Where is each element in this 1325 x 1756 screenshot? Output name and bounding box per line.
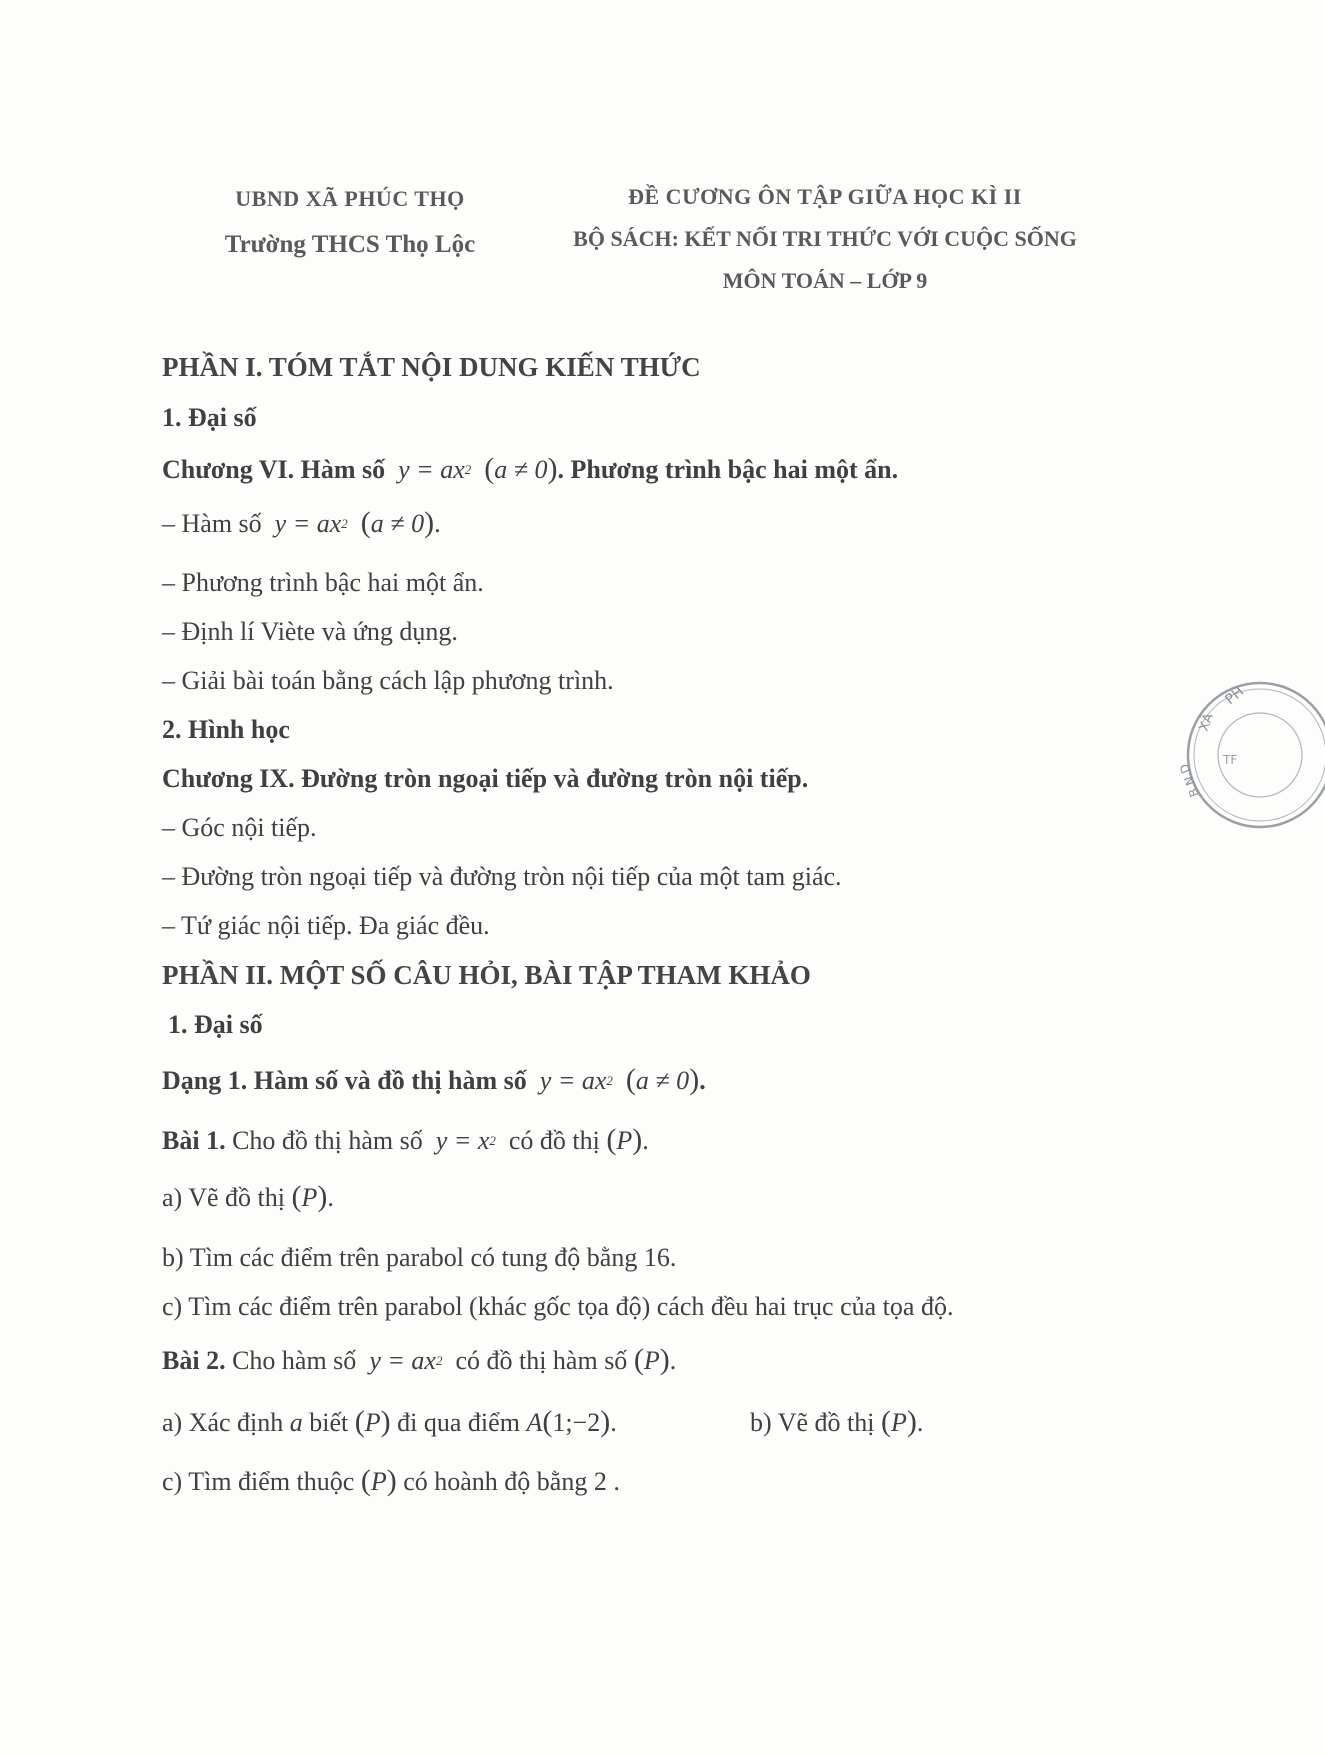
bai2-label: Bài 2.	[162, 1346, 226, 1375]
bai1-part-c: c) Tìm các điểm trên parabol (khác gốc tọa độ) cách đều hai trục của tọa độ.	[162, 1292, 954, 1321]
parabol-P: P	[643, 1346, 660, 1375]
formula-y-ax: y = ax	[274, 509, 342, 538]
bai1-statement: Bài 1. Cho đồ thị hàm số $y = x^2$ có đồ thị (P).	[162, 1123, 649, 1156]
point-A: A	[526, 1408, 543, 1437]
part2-title: PHẦN II. MỘT SỐ CÂU HỎI, BÀI TẬP THAM KHẢO	[162, 960, 811, 990]
parabol-P: P	[364, 1408, 381, 1437]
bai2-part-c-text-2: có hoành độ bằng 2 .	[403, 1467, 620, 1496]
formula-y-ax: y = ax	[369, 1346, 436, 1375]
parabol-P: P	[301, 1183, 318, 1212]
bai2-text-2: có đồ thị hàm số	[455, 1346, 628, 1375]
part1-title: PHẦN I. TÓM TẮT NỘI DUNG KIẾN THỨC	[162, 352, 701, 382]
formula-exponent: 2	[341, 516, 348, 531]
summary-item-viete: – Định lí Viète và ứng dụng.	[162, 617, 458, 646]
bai1-text-2: có đồ thị	[508, 1126, 600, 1155]
summary-item-cyclic-quadrilateral: – Tứ giác nội tiếp. Đa giác đều.	[162, 911, 490, 940]
dang1-prefix: Dạng 1. Hàm số và đồ thị hàm số	[162, 1066, 527, 1095]
bai1-part-a-text: a) Vẽ đồ thị	[162, 1183, 285, 1212]
bai2-part-c: c) Tìm điểm thuộc (P) có hoành độ bằng 2 .	[162, 1464, 620, 1497]
part1-geometry-heading: 2. Hình học	[162, 715, 290, 744]
chapter6-prefix: Chương VI. Hàm số	[162, 455, 386, 484]
formula-exponent: 2	[489, 1133, 496, 1148]
bai2-part-b-text: b) Vẽ đồ thị	[750, 1408, 875, 1437]
formula-y-x: y = x	[435, 1126, 490, 1155]
bai2-part-a-text-3: đi qua điểm	[397, 1408, 520, 1437]
condition-a-neq-0: a ≠ 0	[635, 1066, 690, 1095]
bai1-label: Bài 1.	[162, 1126, 226, 1155]
parabol-P: P	[890, 1408, 907, 1437]
formula-y-ax: y = ax	[539, 1066, 607, 1095]
summary-item-word-problems: – Giải bài toán bằng cách lập phương trình.	[162, 666, 614, 695]
chapter6-heading: Chương VI. Hàm số $y = ax^2$ (a ≠ 0). Phương trình bậc hai một ẩn.	[162, 452, 899, 485]
document-title: ĐỀ CƯƠNG ÔN TẬP GIỮA HỌC KÌ II	[628, 184, 1022, 209]
summary-item-circles-triangle: – Đường tròn ngoại tiếp và đường tròn nội tiếp của một tam giác.	[162, 862, 842, 891]
school-name: Trường THCS Thọ Lộc	[224, 231, 476, 258]
summary-item-function: – Hàm số $y = ax^2$ (a ≠ 0).	[162, 506, 441, 539]
formula-exponent: 2	[435, 1353, 443, 1368]
point-A-coords: 1;−2	[552, 1408, 601, 1437]
bai2-part-b: b) Vẽ đồ thị (P).	[750, 1405, 924, 1438]
stamp-text-left: B.N.D	[1177, 761, 1202, 799]
district-name: UBND XÃ PHÚC THỌ	[235, 186, 465, 211]
chapter6-suffix: . Phương trình bậc hai một ẩn.	[557, 455, 899, 484]
condition-a-neq-0: a ≠ 0	[370, 509, 425, 538]
chapter9-heading: Chương IX. Đường tròn ngoại tiếp và đường tròn nội tiếp.	[162, 764, 809, 793]
summary-item-quadratic: – Phương trình bậc hai một ẩn.	[162, 568, 484, 597]
part1-algebra-heading: 1. Đại số	[162, 403, 257, 432]
bai2-text: Cho hàm số	[232, 1346, 357, 1375]
stamp-text-top: PH	[1222, 683, 1248, 709]
stamp-text-side: XÃ	[1196, 711, 1217, 734]
formula-y-ax: y = ax	[398, 455, 465, 484]
formula-exponent: 2	[464, 462, 472, 477]
bai1-part-a: a) Vẽ đồ thị (P).	[162, 1180, 334, 1213]
bai1-part-b: b) Tìm các điểm trên parabol có tung độ bằng 16.	[162, 1243, 677, 1272]
dang1-heading: Dạng 1. Hàm số và đồ thị hàm số $y = ax^2$ (a ≠ 0).	[162, 1063, 706, 1096]
bai2-part-a-text: a) Xác định	[162, 1408, 284, 1437]
subject-grade: MÔN TOÁN – LỚP 9	[722, 268, 928, 293]
bai2-part-c-text: c) Tìm điểm thuộc	[162, 1467, 355, 1496]
official-stamp	[1177, 670, 1325, 840]
parabol-P: P	[616, 1126, 633, 1155]
summary-item-inscribed-angle: – Góc nội tiếp.	[162, 813, 317, 842]
condition-a-neq-0: a ≠ 0	[494, 455, 548, 484]
bai2-part-a-text-2: biết	[309, 1408, 349, 1437]
parabol-P: P	[370, 1467, 387, 1496]
document-title-block	[520, 176, 1130, 302]
part2-algebra-heading: 1. Đại số	[168, 1010, 263, 1039]
bai2-part-a: a) Xác định a biết (P) đi qua điểm A(1;−2).	[162, 1405, 617, 1438]
summary-item-function-prefix: – Hàm số	[162, 509, 262, 538]
variable-a: a	[289, 1408, 303, 1437]
bai1-text: Cho đồ thị hàm số	[232, 1126, 423, 1155]
stamp-text-inner: TF	[1223, 753, 1238, 767]
bai2-statement: Bài 2. Cho hàm số $y = ax^2$ có đồ thị hàm số (P).	[162, 1343, 677, 1376]
school-header	[180, 176, 520, 268]
book-series: BỘ SÁCH: KẾT NỐI TRI THỨC VỚI CUỘC SỐNG	[573, 226, 1077, 251]
formula-exponent: 2	[606, 1073, 613, 1088]
